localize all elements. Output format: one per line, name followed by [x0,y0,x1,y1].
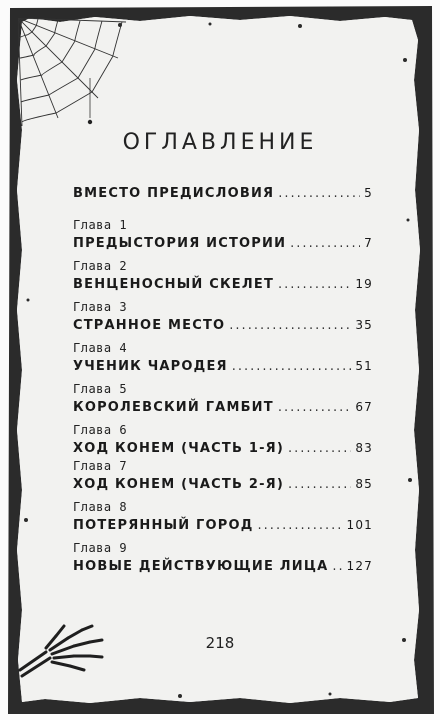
toc-entry-preface[interactable] [73,183,373,203]
page-ref: 127 [346,559,373,573]
toc-entry-chapter-8[interactable] [73,499,373,535]
toc-entry-chapter-4[interactable] [73,340,373,376]
spider-web-icon [18,18,128,128]
dot-leader [258,516,343,536]
toc-entry-chapter-2[interactable] [73,258,373,294]
chapter-number: Глава 1 [73,218,128,232]
page-ref: 85 [355,477,373,491]
entry-title: ВМЕСТО ПРЕДИСЛОВИЯ [73,186,275,201]
chapter-number: Глава 4 [73,341,128,355]
dot-leader [290,234,360,254]
page-ref: 19 [355,277,373,291]
chapter-number: Глава 2 [73,259,128,273]
page-ref: 5 [364,186,373,200]
chapter-number: Глава 8 [73,500,128,514]
dot-leader [232,357,352,377]
chapter-number: Глава 6 [73,423,128,437]
page-number: 218 [205,634,235,652]
page-ref: 35 [355,318,373,332]
toc-title: ОГЛАВЛЕНИЕ [122,130,318,155]
toc-entry-chapter-6[interactable] [73,422,373,458]
page-ref: 101 [346,518,373,532]
chapter-number: Глава 9 [73,541,128,555]
chapter-number: Глава 5 [73,382,128,396]
page-ref: 83 [355,441,373,455]
toc-entry-chapter-3[interactable] [73,299,373,335]
dot-leader [288,475,351,495]
toc-entry-chapter-9[interactable] [73,540,373,576]
page-ref: 7 [364,236,373,250]
toc-entry-chapter-7[interactable] [73,458,373,494]
entry-title: ВЕНЦЕНОСНЫЙ СКЕЛЕТ [73,277,275,292]
dot-leader [288,439,351,459]
entry-title: ХОД КОНЕМ (ЧАСТЬ 1-Я) [73,441,285,456]
toc-entry-chapter-5[interactable] [73,381,373,417]
dot-leader [332,557,342,577]
toc-entry-chapter-1[interactable] [73,217,373,253]
dot-leader [229,316,351,336]
chapter-number: Глава 7 [73,459,128,473]
page-ref: 67 [355,400,373,414]
entry-title: ХОД КОНЕМ (ЧАСТЬ 2-Я) [73,477,285,492]
entry-title: КОРОЛЕВСКИЙ ГАМБИТ [73,400,274,415]
dot-leader [278,398,351,418]
entry-title: УЧЕНИК ЧАРОДЕЯ [73,359,228,374]
entry-title: НОВЫЕ ДЕЙСТВУЮЩИЕ ЛИЦА [73,559,329,574]
table-of-contents [73,183,373,576]
chapter-number: Глава 3 [73,300,128,314]
entry-title: ПРЕДЫСТОРИЯ ИСТОРИИ [73,236,287,251]
dot-leader [278,275,351,295]
entry-title: ПОТЕРЯННЫЙ ГОРОД [73,518,254,533]
page-ref: 51 [355,359,373,373]
entry-title: СТРАННОЕ МЕСТО [73,318,226,333]
dot-leader [278,184,360,204]
